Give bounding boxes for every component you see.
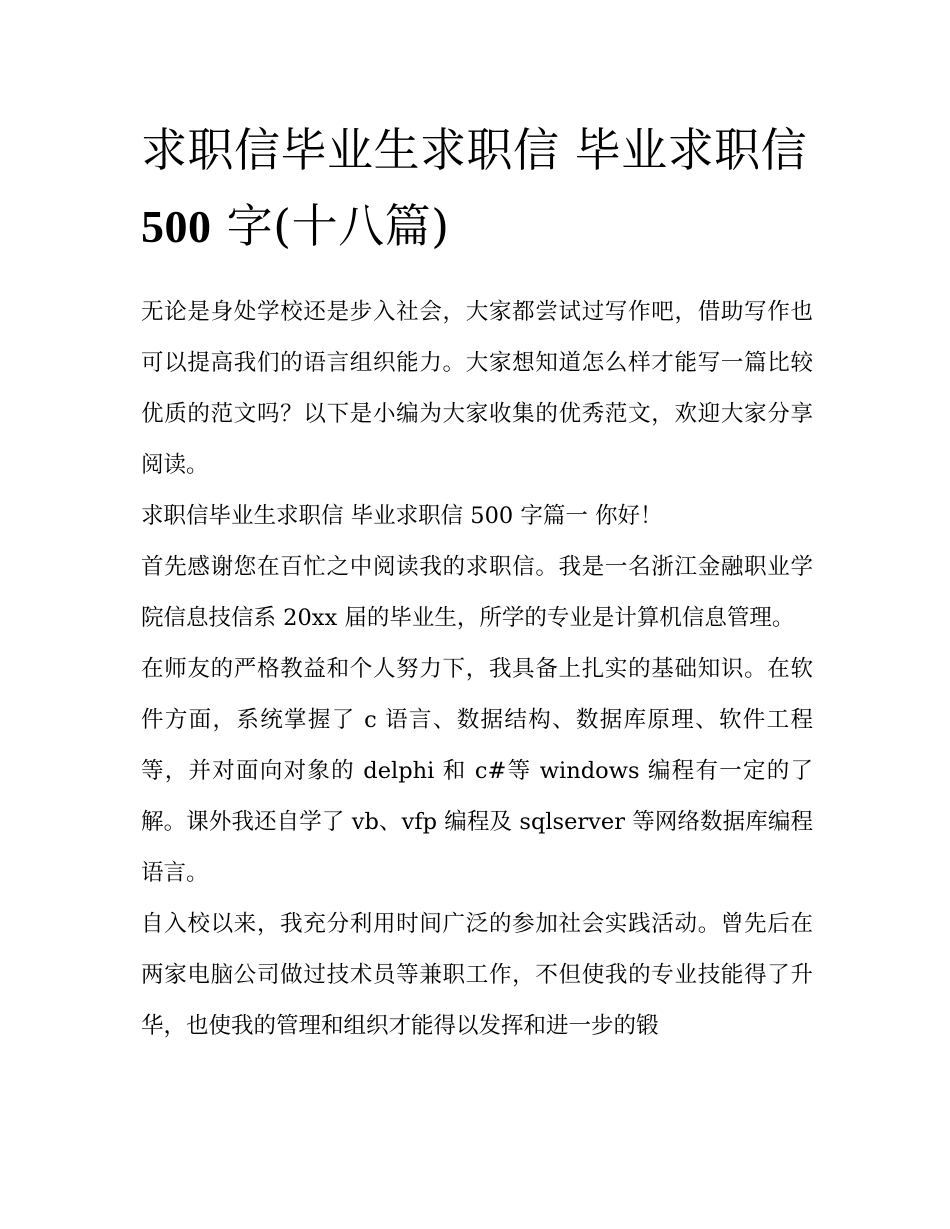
title-number: 500 [141, 201, 212, 252]
title-text-part2: 字(十八篇) [211, 199, 450, 253]
body-paragraph: 首先感谢您在百忙之中阅读我的求职信。我是一名浙江金融职业学院信息技信系 20xx 届的毕业生，所学的专业是计算机信息管理。 [141, 554, 813, 631]
intro-paragraph: 无论是身处学校还是步入社会，大家都尝试过写作吧，借助写作也可以提高我们的语言组织能力。大家想知道怎么样才能写一篇比较优质的范文吗？以下是小编为大家收集的优秀范文，欢迎大家分享阅读。 [141, 299, 813, 478]
body-paragraph: 在师友的严格教益和个人努力下，我具备上扎实的基础知识。在软件方面，系统掌握了 c 语言、数据结构、数据库原理、软件工程等，并对面向对象的 delphi 和 c#等 windows 编程有一定的了解。课外我还自学了 vb、vfp 编程及 sqlserver 等网络数据库编程语言。 [141, 656, 813, 886]
body-paragraph: 自入校以来，我充分利用时间广泛的参加社会实践活动。曾先后在两家电脑公司做过技术员等兼职工作，不但使我的专业技能得了升华，也使我的管理和组织才能得以发挥和进一步的锻 [141, 911, 813, 1039]
document-page [141, 112, 813, 1052]
title-text-part1: 求职信毕业生求职信 毕业求职信 [141, 123, 808, 177]
document-title [141, 112, 813, 265]
letter-heading-paragraph: 求职信毕业生求职信 毕业求职信 500 字篇一 你好！ [141, 503, 663, 529]
